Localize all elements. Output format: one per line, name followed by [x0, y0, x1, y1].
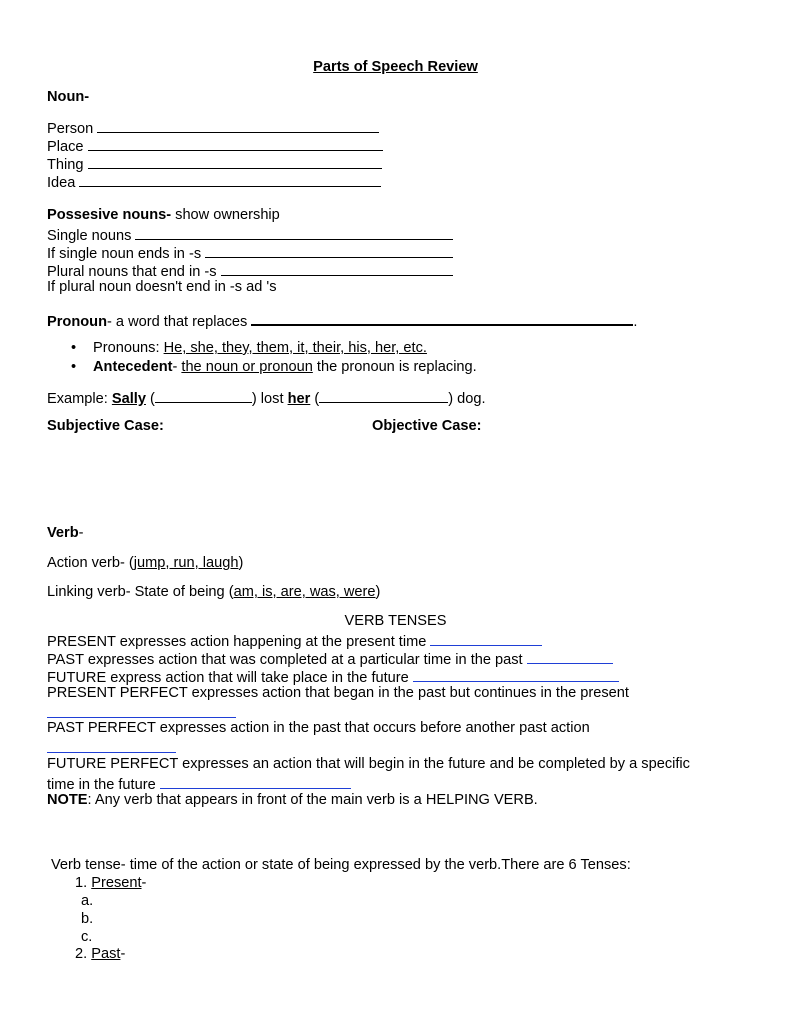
possessive-plural-no-s: If plural noun doesn't end in -s ad 's — [47, 279, 277, 295]
tense-item-past-num: 2. — [75, 946, 92, 962]
future-perfect-line-2 — [47, 774, 351, 794]
objective-case-label: Objective Case: — [372, 418, 482, 434]
tense-item-past-dash: - — [120, 946, 126, 962]
noun-idea-line — [47, 172, 381, 192]
pronouns-bullet — [93, 340, 427, 357]
past-blank[interactable] — [527, 649, 613, 664]
action-verb-pre: Action verb- ( — [47, 555, 134, 571]
example-line — [47, 388, 486, 408]
linking-verb-line — [47, 584, 380, 601]
future-perfect-text-1: FUTURE PERFECT expresses an action that will begin in the future and be completed by a specific — [47, 756, 690, 772]
noun-place-line — [47, 136, 383, 156]
possessive-single-s-line — [47, 243, 453, 263]
antecedent-def: the noun or pronoun — [181, 359, 313, 375]
pronoun-rest: - a word that replaces — [107, 314, 252, 330]
possessive-heading-line — [47, 207, 280, 224]
noun-person-label: Person — [47, 121, 94, 137]
pronouns-label: Pronouns: — [93, 340, 164, 356]
verb-tenses-heading: VERB TENSES — [344, 613, 447, 629]
example-her: her — [287, 391, 311, 407]
present-perfect-text: PRESENT PERFECT expresses action that began in the past but continues in the present — [47, 685, 629, 701]
noun-thing-line — [47, 154, 382, 174]
verb-tense-intro: Verb tense- time of the action or state of being expressed by the verb.There are 6 Tenses: — [51, 857, 631, 873]
possessive-plural-s-label: Plural nouns that end in -s — [47, 264, 217, 280]
pronoun-blank[interactable] — [251, 310, 633, 326]
present-line — [47, 631, 542, 651]
pronoun-heading: Pronoun — [47, 314, 107, 330]
past-perfect-blank-line — [47, 738, 176, 758]
present-text: PRESENT expresses action happening at the present time — [47, 634, 431, 650]
action-verb-line — [47, 555, 243, 572]
note-text: : Any verb that appears in front of the main verb is a HELPING VERB. — [87, 792, 538, 808]
sub-item-b: b. — [81, 911, 94, 927]
future-line — [47, 667, 619, 687]
antecedent-bullet — [93, 359, 477, 376]
antecedent-dash: - — [172, 359, 182, 375]
possessive-plural-s-blank[interactable] — [221, 261, 453, 276]
linking-verb-post: ) — [375, 584, 381, 600]
linking-verb-examples: am, is, are, was, were — [233, 584, 376, 600]
past-line — [47, 649, 613, 669]
noun-person-line — [47, 118, 379, 138]
possessive-single-s-label: If single noun ends in -s — [47, 246, 202, 262]
future-perfect-blank[interactable] — [160, 774, 351, 789]
pronoun-end: . — [633, 314, 638, 330]
verb-heading-line — [47, 525, 84, 542]
past-text: PAST expresses action that was completed at a particular time in the past — [47, 652, 527, 668]
noun-place-blank[interactable] — [88, 136, 383, 151]
bullet-dot-1: • — [71, 340, 77, 356]
future-text: FUTURE express action that will take place in the future — [47, 670, 413, 686]
noun-place-label: Place — [47, 139, 84, 155]
bullet-dot-2: • — [71, 359, 77, 375]
example-blank-2[interactable] — [319, 388, 448, 403]
future-perfect-text-2: time in the future — [47, 777, 160, 793]
pronoun-line — [47, 310, 637, 331]
past-perfect-text: PAST PERFECT expresses action in the past that occurs before another past action — [47, 720, 590, 736]
linking-verb-pre: Linking verb- State of being ( — [47, 584, 234, 600]
present-blank[interactable] — [430, 631, 542, 646]
possessive-single-label: Single nouns — [47, 228, 132, 244]
tense-item-past-label: Past — [91, 946, 121, 962]
tense-item-present-dash: - — [141, 875, 147, 891]
example-open2: ( — [310, 391, 320, 407]
antecedent-rest: the pronoun is replacing. — [312, 359, 477, 375]
action-verb-post: ) — [238, 555, 244, 571]
noun-person-blank[interactable] — [97, 118, 379, 133]
possessive-single-line — [47, 225, 453, 245]
past-perfect-blank[interactable] — [47, 738, 176, 753]
antecedent-label: Antecedent — [93, 359, 173, 375]
possessive-heading-rest: show ownership — [171, 207, 280, 223]
possessive-single-s-blank[interactable] — [205, 243, 453, 258]
example-dog: ) dog. — [448, 391, 486, 407]
example-lost: ) lost — [251, 391, 288, 407]
example-label: Example: — [47, 391, 112, 407]
subjective-case-label: Subjective Case: — [47, 418, 164, 434]
example-blank-1[interactable] — [155, 388, 252, 403]
noun-heading: Noun- — [47, 89, 90, 105]
possessive-plural-s-line — [47, 261, 453, 281]
future-blank[interactable] — [413, 667, 619, 682]
noun-thing-blank[interactable] — [88, 154, 382, 169]
verb-heading: Verb — [47, 525, 79, 541]
sub-item-a: a. — [81, 893, 94, 909]
tense-item-past — [75, 946, 125, 963]
note-label: NOTE — [47, 792, 88, 808]
example-open1: ( — [145, 391, 155, 407]
tense-item-present — [75, 875, 146, 892]
example-sally: Sally — [111, 391, 146, 407]
noun-thing-label: Thing — [47, 157, 84, 173]
pronouns-list: He, she, they, them, it, their, his, her, etc. — [163, 340, 427, 356]
present-perfect-blank[interactable] — [47, 703, 236, 718]
possessive-heading: Possesive nouns- — [47, 207, 172, 223]
possessive-single-blank[interactable] — [135, 225, 453, 240]
page-title: Parts of Speech Review — [313, 59, 478, 75]
tense-item-present-num: 1. — [75, 875, 92, 891]
noun-idea-blank[interactable] — [79, 172, 381, 187]
tense-item-present-label: Present — [91, 875, 142, 891]
noun-idea-label: Idea — [47, 175, 76, 191]
sub-item-c: c. — [81, 929, 93, 945]
action-verb-examples: jump, run, laugh — [133, 555, 239, 571]
note-line — [47, 792, 538, 809]
verb-heading-dash: - — [78, 525, 84, 541]
